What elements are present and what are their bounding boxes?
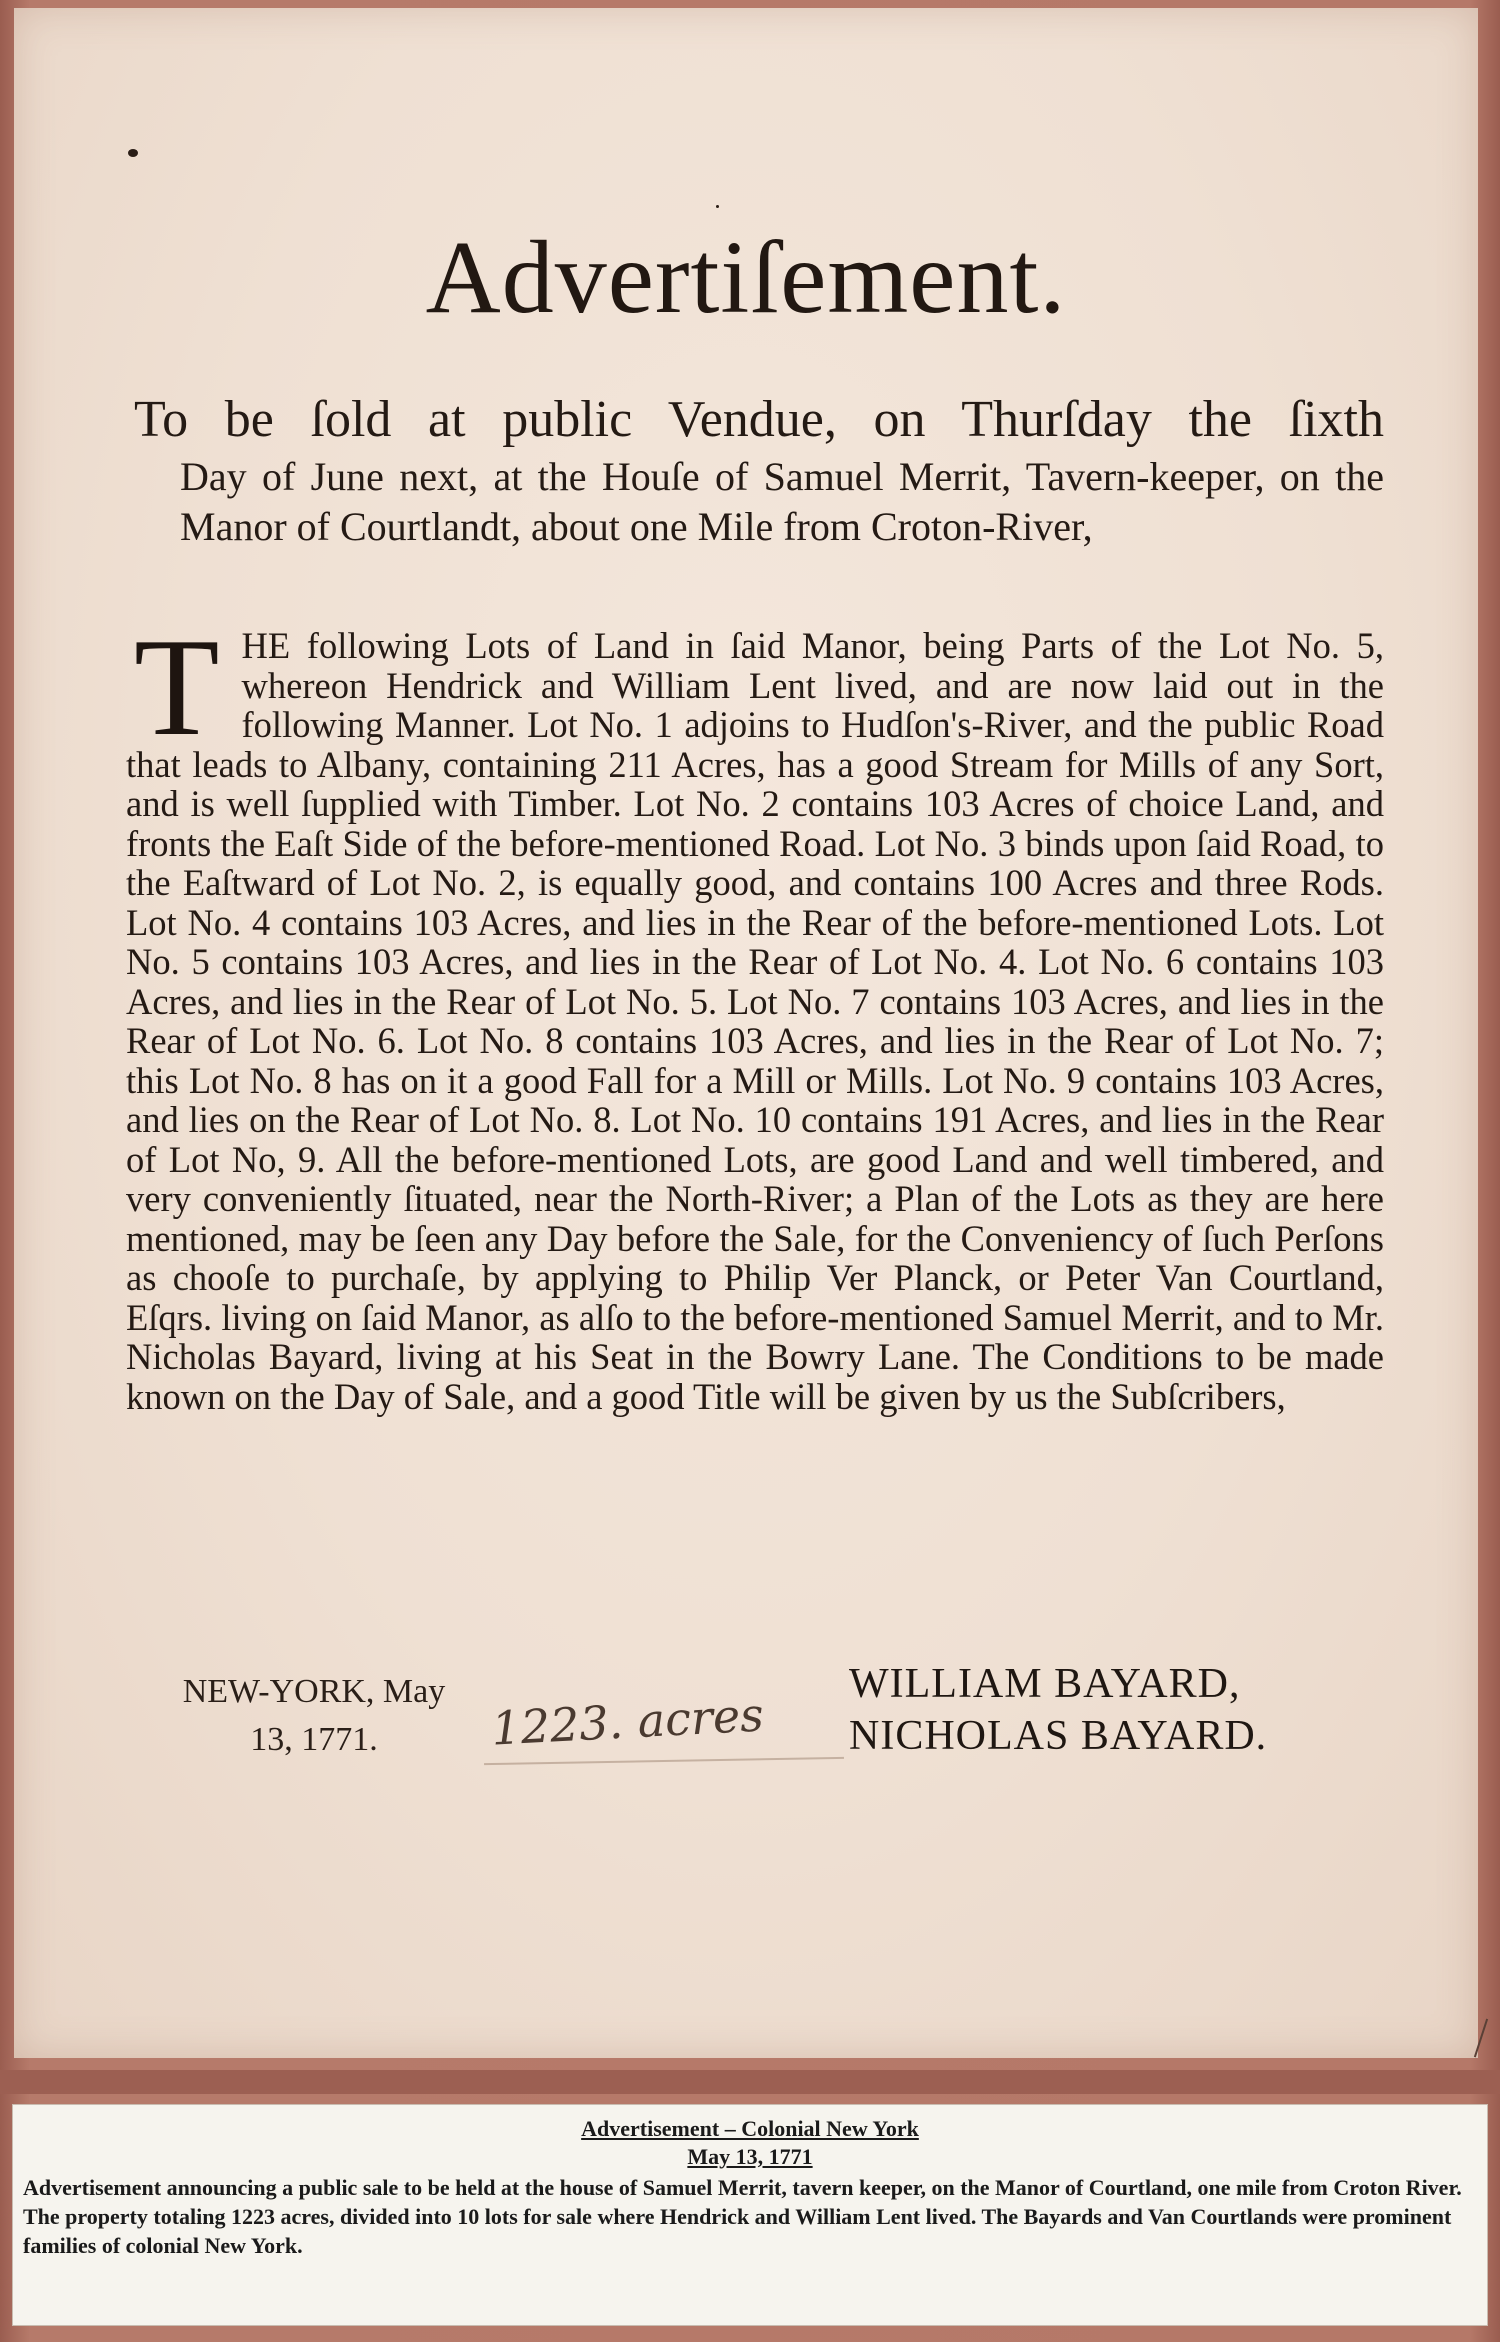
sale-lead-line: To be ſold at public Vendue, on Thurſday the ſixth	[134, 391, 1384, 448]
broadside-paper	[14, 8, 1478, 2058]
sale-details: Day of June next, at the Houſe of Samuel Merrit, Tavern-keeper, on the Manor of Courtlandt, about one Mile from Croton-River,	[180, 454, 1384, 549]
sale-announcement	[134, 388, 1384, 552]
dateline-date: 13, 1771.	[250, 1721, 378, 1758]
caption-date: May 13, 1771	[687, 2144, 813, 2169]
mat-divider	[0, 2070, 1500, 2094]
lots-text: HE following Lots of Land in ſaid Manor, being Parts of the Lot No. 5, whereon Hendrick and William Lent lived, and are now laid out in the following Manner. Lot No. 1 adjoins to Hudſon's-River, and the public Road that leads to Albany, containing 211 Acres, has a good Stream for Mills of any Sort, and is well ſupplied with Timber. Lot No. 2 contains 103 Acres of choice Land, and fronts the Eaſt Side of the before-mentioned Road. Lot No. 3 binds upon ſaid Road, to the Eaſtward of Lot No. 2, is equally good, and contains 100 Acres and three Rods. Lot No. 4 contains 103 Acres, and lies in the Rear of the before-mentioned Lots. Lot No. 5 contains 103 Acres, and lies in the Rear of Lot No. 4. Lot No. 6 contains 103 Acres, and lies in the Rear of Lot No. 5. Lot No. 7 contains 103 Acres, and lies in the Rear of Lot No. 6. Lot No. 8 contains 103 Acres, and lies in the Rear of Lot No. 7; this Lot No. 8 has on it a good Fall for a Mill or Mills. Lot No. 9 contains 103 Acres, and lies on the Rear of Lot No. 8. Lot No. 10 contains 191 Acres, and lies in the Rear of Lot No, 9. All the before-mentioned Lots, are good Land and well timbered, and very conveniently ſituated, near the North-River; a Plan of the Lots as they are here mentioned, may be ſeen any Day before the Sale, for the Conveniency of ſuch Perſons as chooſe to purchaſe, by applying to Philip Ver Planck, or Peter Van Courtland, Eſqrs. living on ſaid Manor, as alſo to the before-mentioned Samuel Merrit, and to Mr. Nicholas Bayard, living at his Seat in the Bowry Lane. The Conditions to be made known on the Day of Sale, and a good Title will be given by us the Subſcribers,	[126, 625, 1384, 1417]
drop-cap: T	[134, 610, 220, 765]
ink-fleck	[716, 205, 719, 208]
dateline	[144, 1668, 484, 1764]
document-title: Advertiſement.	[425, 220, 1067, 335]
lots-description	[126, 610, 1384, 1417]
signatories	[849, 1658, 1369, 1762]
signer-william-bayard: WILLIAM BAYARD,	[849, 1661, 1241, 1707]
ink-fleck	[128, 149, 138, 157]
dateline-place: NEW-YORK, May	[182, 1673, 446, 1710]
handwritten-note: 1223. acres	[490, 1687, 765, 1756]
signer-nicholas-bayard: NICHOLAS BAYARD.	[849, 1713, 1268, 1759]
caption-body: Advertisement announcing a public sale to be held at the house of Samuel Merrit, tavern keeper, on the Manor of Courtland, one mile from Croton River. The property totaling 1223 acres, divided into 10 lots for sale where Hendrick and William Lent lived. The Bayards and Van Courtlands were prominent families of colonial New York.	[23, 2175, 1462, 2258]
museum-caption	[12, 2104, 1488, 2326]
caption-title: Advertisement – Colonial New York	[581, 2116, 919, 2141]
